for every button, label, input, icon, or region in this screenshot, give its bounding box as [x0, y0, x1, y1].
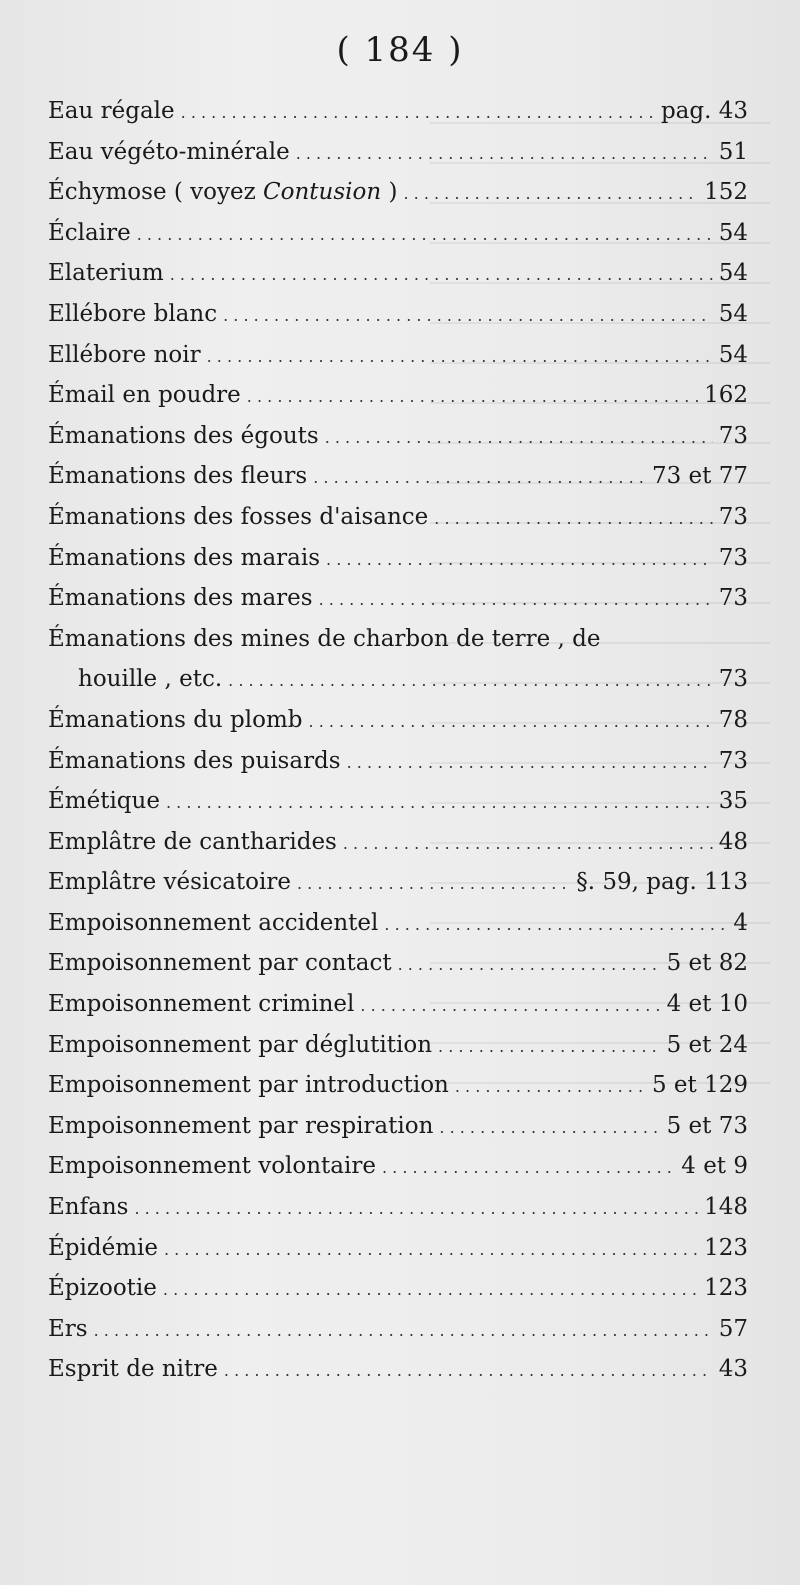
- page-reference: 73: [718, 747, 748, 774]
- index-term: Émanations des mares: [48, 585, 313, 612]
- page-reference: 35: [718, 788, 748, 815]
- dot-leader: [137, 225, 713, 244]
- dot-leader: [343, 834, 713, 853]
- index-entry: [48, 788, 748, 829]
- index-term: Émanations des mines de charbon de terre , de: [48, 625, 601, 652]
- dot-leader: [228, 671, 713, 690]
- page-reference: §. 59, pag. 113: [576, 869, 748, 896]
- index-term-italic: Contusion: [263, 179, 382, 206]
- index-entry: [48, 1235, 748, 1276]
- index-term: Eau régale: [48, 98, 175, 124]
- index-entry: [48, 98, 748, 139]
- page-reference: 73: [718, 503, 748, 530]
- index-term: Émanations des puisards: [48, 747, 341, 774]
- dot-leader: [309, 712, 713, 731]
- index-entry: [48, 707, 748, 748]
- page-reference: 5 et 129: [651, 1072, 748, 1099]
- index-entry: [48, 829, 748, 870]
- index-term: Enfans: [48, 1194, 129, 1221]
- dot-leader: [438, 1037, 661, 1056]
- dot-leader: [297, 874, 570, 893]
- index-entry: [48, 1194, 748, 1235]
- index-entry: [48, 585, 748, 626]
- index-term: Émail en poudre: [48, 382, 241, 409]
- dot-leader: [224, 1361, 713, 1380]
- index-entry: [48, 423, 748, 464]
- page-reference: 5 et 82: [666, 950, 748, 977]
- page-reference: 48: [718, 828, 748, 855]
- index-term-pre: Échymose ( voyez: [48, 179, 264, 206]
- page-reference: 123: [704, 1234, 748, 1261]
- dot-leader: [313, 468, 646, 487]
- dot-leader: [439, 1118, 660, 1137]
- index-term: Émanations du plomb: [48, 706, 303, 733]
- page-reference: 4 et 9: [681, 1153, 748, 1180]
- index-term: Épidémie: [48, 1234, 158, 1261]
- index-term: Eau végéto-minérale: [48, 138, 290, 165]
- dot-leader: [223, 306, 713, 325]
- index-entry: [48, 260, 748, 301]
- index-entry: [48, 179, 748, 220]
- page-reference: 123: [704, 1275, 748, 1302]
- page-reference: 54: [718, 341, 748, 368]
- index-term-post: ): [381, 179, 398, 206]
- index-term: Ers: [48, 1315, 88, 1342]
- dot-leader: [455, 1077, 646, 1096]
- dot-leader: [247, 387, 698, 406]
- index-entry: [48, 545, 748, 586]
- index-term: Empoisonnement volontaire: [48, 1153, 376, 1180]
- index-entry: [48, 220, 748, 261]
- dot-leader: [207, 347, 713, 366]
- page-reference: 5 et 24: [666, 1031, 748, 1058]
- index-entry: [48, 950, 748, 991]
- dot-leader: [384, 915, 727, 934]
- index-term-continuation-line: [48, 666, 748, 707]
- page-reference: 148: [704, 1194, 748, 1221]
- index-entry: [48, 1072, 748, 1113]
- page-reference: 51: [718, 138, 748, 165]
- index-entry: [48, 991, 748, 1032]
- page-reference: 152: [704, 179, 748, 206]
- dot-leader: [403, 184, 698, 203]
- index-term: [48, 179, 397, 205]
- index-term: Ellébore noir: [48, 341, 201, 368]
- index-term: Empoisonnement accidentel: [48, 909, 379, 936]
- index-entry: [48, 626, 748, 707]
- index-entry: [48, 1356, 748, 1397]
- dot-leader: [164, 1240, 698, 1259]
- page-reference: 73: [718, 666, 748, 693]
- dot-leader: [347, 753, 713, 772]
- dot-leader: [319, 590, 713, 609]
- index-term-continuation: houille , etc.: [78, 666, 223, 693]
- index-entry: [48, 1113, 748, 1154]
- dot-leader: [170, 265, 713, 284]
- index-term: Éclaire: [48, 219, 131, 246]
- page-reference: 78: [718, 706, 748, 733]
- index-term: Ellébore blanc: [48, 300, 218, 327]
- dot-leader: [434, 509, 712, 528]
- page-reference: 43: [718, 1356, 748, 1383]
- index-term: Empoisonnement par respiration: [48, 1112, 434, 1139]
- index-entry: [48, 748, 748, 789]
- index-entry: [48, 1032, 748, 1073]
- page-reference: 73: [718, 422, 748, 449]
- dot-leader: [163, 1280, 698, 1299]
- page-reference: 54: [718, 300, 748, 327]
- index-entry: [48, 382, 748, 423]
- index-entry: [48, 463, 748, 504]
- dot-leader: [94, 1321, 713, 1340]
- page-reference: 4: [733, 909, 748, 936]
- index-term: Émanations des fleurs: [48, 463, 308, 490]
- index-entry: [48, 342, 748, 383]
- page-reference: 4 et 10: [666, 991, 748, 1018]
- index-term: Empoisonnement criminel: [48, 991, 355, 1018]
- index-term: Émanations des marais: [48, 544, 321, 571]
- dot-leader: [382, 1158, 675, 1177]
- dot-leader: [166, 793, 713, 812]
- index-term: Épizootie: [48, 1275, 157, 1302]
- dot-leader: [296, 144, 713, 163]
- dot-leader: [326, 550, 713, 569]
- dot-leader: [181, 103, 655, 122]
- page-reference: 54: [718, 219, 748, 246]
- dot-leader: [360, 996, 660, 1015]
- index-term: Emplâtre de cantharides: [48, 828, 337, 855]
- index-list: [48, 98, 748, 1397]
- page-reference: 73 et 77: [651, 463, 748, 490]
- page-reference: 73: [718, 585, 748, 612]
- page-reference: pag. 43: [660, 98, 748, 124]
- index-term: Émanations des égouts: [48, 422, 319, 449]
- index-entry: [48, 1316, 748, 1357]
- page-reference: 54: [718, 260, 748, 287]
- page-reference: 73: [718, 544, 748, 571]
- index-entry: [48, 910, 748, 951]
- index-entry: [48, 1275, 748, 1316]
- index-term: Émétique: [48, 788, 160, 815]
- index-term: Émanations des fosses d'aisance: [48, 503, 429, 530]
- page-reference: 162: [704, 382, 748, 409]
- page-reference: 57: [718, 1315, 748, 1342]
- index-entry: [48, 301, 748, 342]
- index-term: Emplâtre vésicatoire: [48, 869, 291, 896]
- page-number: ( 184 ): [336, 30, 464, 70]
- index-term: Empoisonnement par contact: [48, 950, 392, 977]
- dot-leader: [398, 955, 661, 974]
- index-term: Empoisonnement par déglutition: [48, 1031, 433, 1058]
- dot-leader: [134, 1199, 698, 1218]
- index-entry: [48, 504, 748, 545]
- index-term: Esprit de nitre: [48, 1356, 218, 1383]
- page-reference: 5 et 73: [666, 1112, 748, 1139]
- index-entry: [48, 139, 748, 180]
- index-entry: [48, 869, 748, 910]
- index-term: Elaterium: [48, 260, 164, 287]
- index-term: Empoisonnement par introduction: [48, 1072, 449, 1099]
- dot-leader: [325, 428, 713, 447]
- index-entry: [48, 1153, 748, 1194]
